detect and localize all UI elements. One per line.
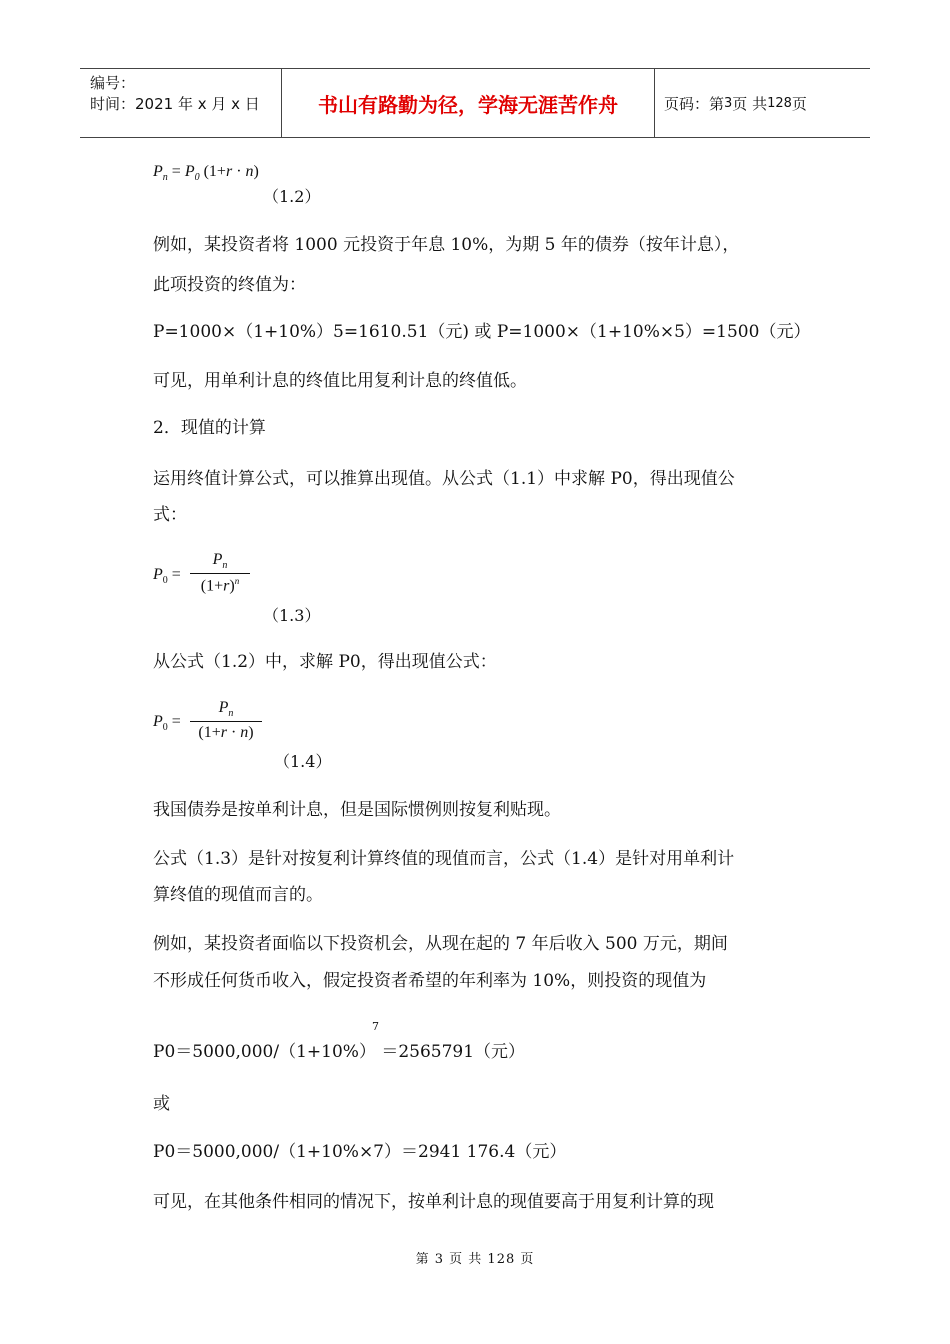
paragraph-calc-2: P0＝5000,000/（1+10%） ＝2565791（元） (153, 1042, 526, 1062)
page-prefix: 页码：第 (664, 94, 725, 113)
paragraph-example-2b: 不形成任何货币收入，假定投资者希望的年利率为 10%，则投资的现值为 (153, 971, 707, 991)
serial-label: 编号： (90, 74, 136, 92)
formula-1-2-tag: （1.2） (263, 187, 321, 206)
paragraph-or: 或 (153, 1094, 170, 1114)
page-mid: 页 共 (732, 94, 768, 113)
time-label: 时间：2021 年 x 月 x 日 (90, 95, 260, 113)
paragraph-conclusion-2: 可见，在其他条件相同的情况下，按单利计息的现值要高于用复利计算的现 (153, 1192, 714, 1212)
paragraph-calc-3: P0＝5000,000/（1+10%×7）＝2941 176.4（元） (153, 1142, 567, 1162)
paragraph-formula-note-a: 公式（1.3）是针对按复利计算终值的现值而言，公式（1.4）是针对用单利计 (153, 849, 735, 869)
header-left-cell (90, 73, 260, 115)
paragraph-formula-note-b: 算终值的现值而言的。 (153, 885, 323, 905)
paragraph-derive-2: 从公式（1.2）中，求解 P0，得出现值公式： (153, 652, 497, 672)
paragraph-derive-1b: 式： (153, 505, 187, 525)
paragraph-example-1a: 例如，某投资者将 1000 元投资于年息 10%，为期 5 年的债券（按年计息）， (153, 235, 740, 255)
formula-1-3-tag: （1.3） (263, 606, 321, 625)
page-header (80, 68, 870, 138)
formula-1-4-tag: （1.4） (274, 752, 332, 771)
paragraph-conclusion-1: 可见，用单利计息的终值比用复利计息的终值低。 (153, 371, 527, 391)
page-total: 128 (767, 95, 792, 111)
header-divider (654, 69, 655, 137)
paragraph-example-1b: 此项投资的终值为： (153, 275, 306, 295)
formula-1-4-lhs: $P_0$ = (153, 713, 181, 734)
formula-1-4-fraction: $P_n$ (1+r · n) (190, 699, 262, 742)
page-number: 3 (724, 95, 733, 111)
formula-1-2: $P_n = P_0$ (1+r · n) (153, 163, 259, 184)
page-suffix: 页 (791, 94, 807, 113)
page-footer: 第 3 页 共 128 页 (415, 1252, 535, 1267)
formula-1-3-fraction: $P_n$ $(1+r)^n$ (190, 551, 250, 596)
formula-1-3-lhs: $P_0$ = (153, 566, 181, 587)
header-motto: 书山有路勤为径，学海无涯苦作舟 (318, 92, 618, 117)
paragraph-example-2a: 例如，某投资者面临以下投资机会，从现在起的 7 年后收入 500 万元，期间 (153, 934, 728, 954)
header-page-info (664, 69, 807, 137)
paragraph-bond-rule: 我国债券是按单利计息，但是国际惯例则按复利贴现。 (153, 800, 561, 820)
paragraph-calc-1: P=1000×（1+10%）5=1610.51（元) 或 P=1000×（1+10%×5）=1500（元） (153, 322, 811, 342)
paragraph-derive-1a: 运用终值计算公式，可以推算出现值。从公式（1.1）中求解 P0，得出现值公 (153, 469, 735, 489)
section-heading-present-value: 2．现值的计算 (153, 418, 266, 438)
exponent-seven: 7 (372, 1020, 379, 1033)
